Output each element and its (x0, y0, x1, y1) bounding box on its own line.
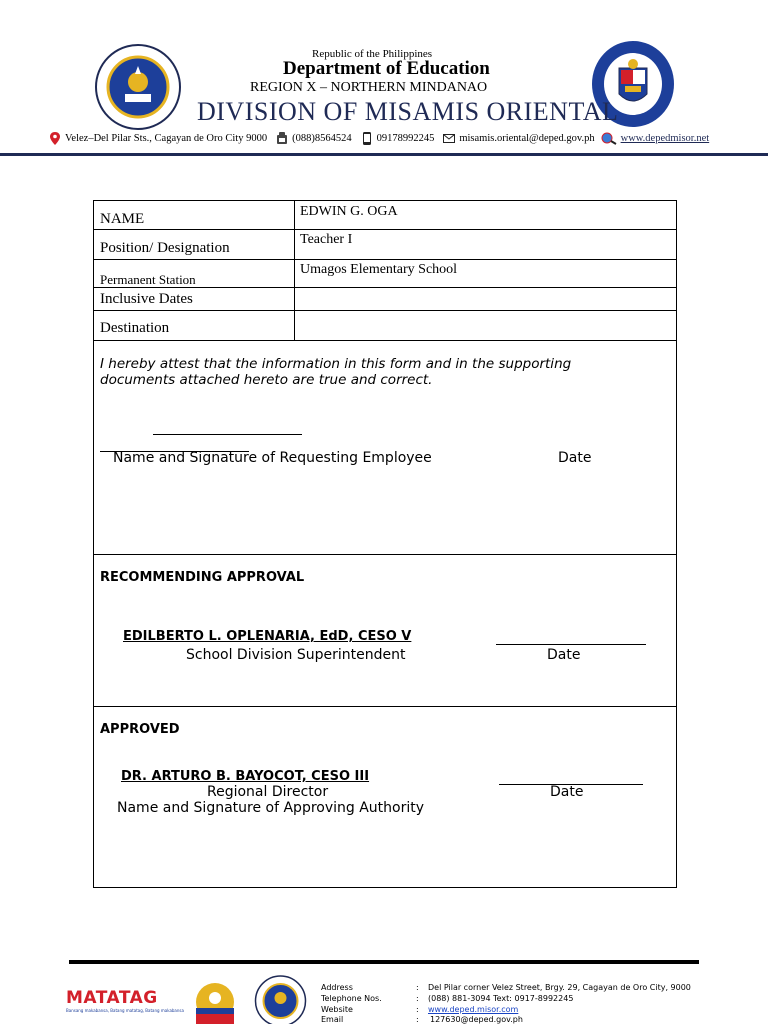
footer-email-value: 127630@deped.gov.ph (430, 1015, 523, 1024)
approved-heading: APPROVED (100, 722, 180, 737)
row-divider (94, 229, 676, 230)
footer-telephone-label: Telephone Nos. (321, 994, 382, 1003)
deped-seal-footer-icon (254, 975, 307, 1024)
approved-name: DR. ARTURO B. BAYOCOT, CESO III (121, 769, 370, 784)
station-value[interactable]: Umagos Elementary School (300, 262, 458, 277)
row-divider (94, 310, 676, 311)
matatag-logo: MATATAG (66, 988, 158, 1008)
recommending-date-line (496, 644, 646, 645)
position-label: Position/ Designation (100, 240, 230, 256)
republic-text: Republic of the Philippines (312, 48, 433, 60)
footer-sep: : (416, 1015, 419, 1024)
section-divider (94, 554, 676, 555)
header-divider (0, 153, 768, 156)
footer-sep: : (416, 1005, 419, 1014)
signature-line (153, 434, 302, 435)
footer-website-label: Website (321, 1005, 353, 1014)
approved-role: Name and Signature of Approving Authority (117, 800, 425, 816)
footer-email-label: Email (321, 1015, 344, 1024)
bagong-pilipinas-logo-icon (190, 978, 240, 1024)
footer-telephone-value: (088) 881-3094 Text: 0917-8992245 (428, 994, 574, 1003)
employee-signature-label: Name and Signature of Requesting Employee (113, 450, 432, 466)
column-divider (294, 201, 295, 340)
recommending-date-label: Date (547, 647, 581, 663)
row-divider (94, 340, 676, 341)
email-icon (443, 132, 455, 145)
recommending-heading: RECOMMENDING APPROVAL (100, 570, 305, 585)
station-label: Permanent Station (100, 272, 196, 287)
inclusive-dates-label: Inclusive Dates (100, 291, 193, 307)
recommending-name: EDILBERTO L. OPLENARIA, EdD, CESO V (123, 629, 412, 644)
name-label: NAME (100, 211, 145, 227)
location-pin-icon (49, 132, 61, 145)
recommending-position: School Division Superintendent (186, 647, 406, 663)
row-divider (94, 259, 676, 260)
mobile-phone-icon (361, 132, 373, 145)
deped-seal-left-icon (95, 44, 181, 130)
footer-website-link[interactable]: www.deped.misor.com (428, 1005, 519, 1014)
approved-date-label: Date (550, 784, 584, 800)
division-title: DIVISION OF MISAMIS ORIENTAL (197, 97, 619, 126)
destination-label: Destination (100, 320, 170, 336)
email-text: misamis.oriental@deped.gov.ph (459, 133, 595, 144)
footer-divider (69, 960, 699, 964)
contact-row (48, 132, 709, 145)
footer-address-value: Del Pilar corner Velez Street, Brgy. 29, Cagayan de Oro City, 9000 (428, 983, 691, 992)
address-text: Velez–Del Pilar Sts., Cagayan de Oro City 9000 (65, 133, 268, 144)
phone-text: (088)8564524 (292, 133, 352, 144)
footer-address-label: Address (321, 983, 353, 992)
telephone-icon (276, 132, 288, 145)
mobile-text: 09178992245 (376, 133, 435, 144)
department-title: Department of Education (283, 58, 490, 79)
position-value[interactable]: Teacher I (300, 232, 353, 247)
footer-sep: : (416, 983, 419, 992)
web-search-icon (601, 132, 617, 145)
travel-form (93, 200, 677, 888)
section-divider (94, 706, 676, 707)
name-value[interactable]: EDWIN G. OGA (300, 204, 398, 219)
website-link[interactable]: www.depedmisor.net (620, 133, 710, 144)
approved-position: Regional Director (207, 784, 329, 800)
attestation-text: I hereby attest that the information in this form and in the supporting documents attached hereto are true and correct. (100, 356, 572, 388)
region-text: REGION X – NORTHERN MINDANAO (250, 80, 488, 95)
employee-date-label: Date (558, 450, 592, 466)
footer-sep: : (416, 994, 419, 1003)
matatag-tagline: Bansang makabansa, Batang matatag, Batang makabansa (66, 1008, 184, 1013)
